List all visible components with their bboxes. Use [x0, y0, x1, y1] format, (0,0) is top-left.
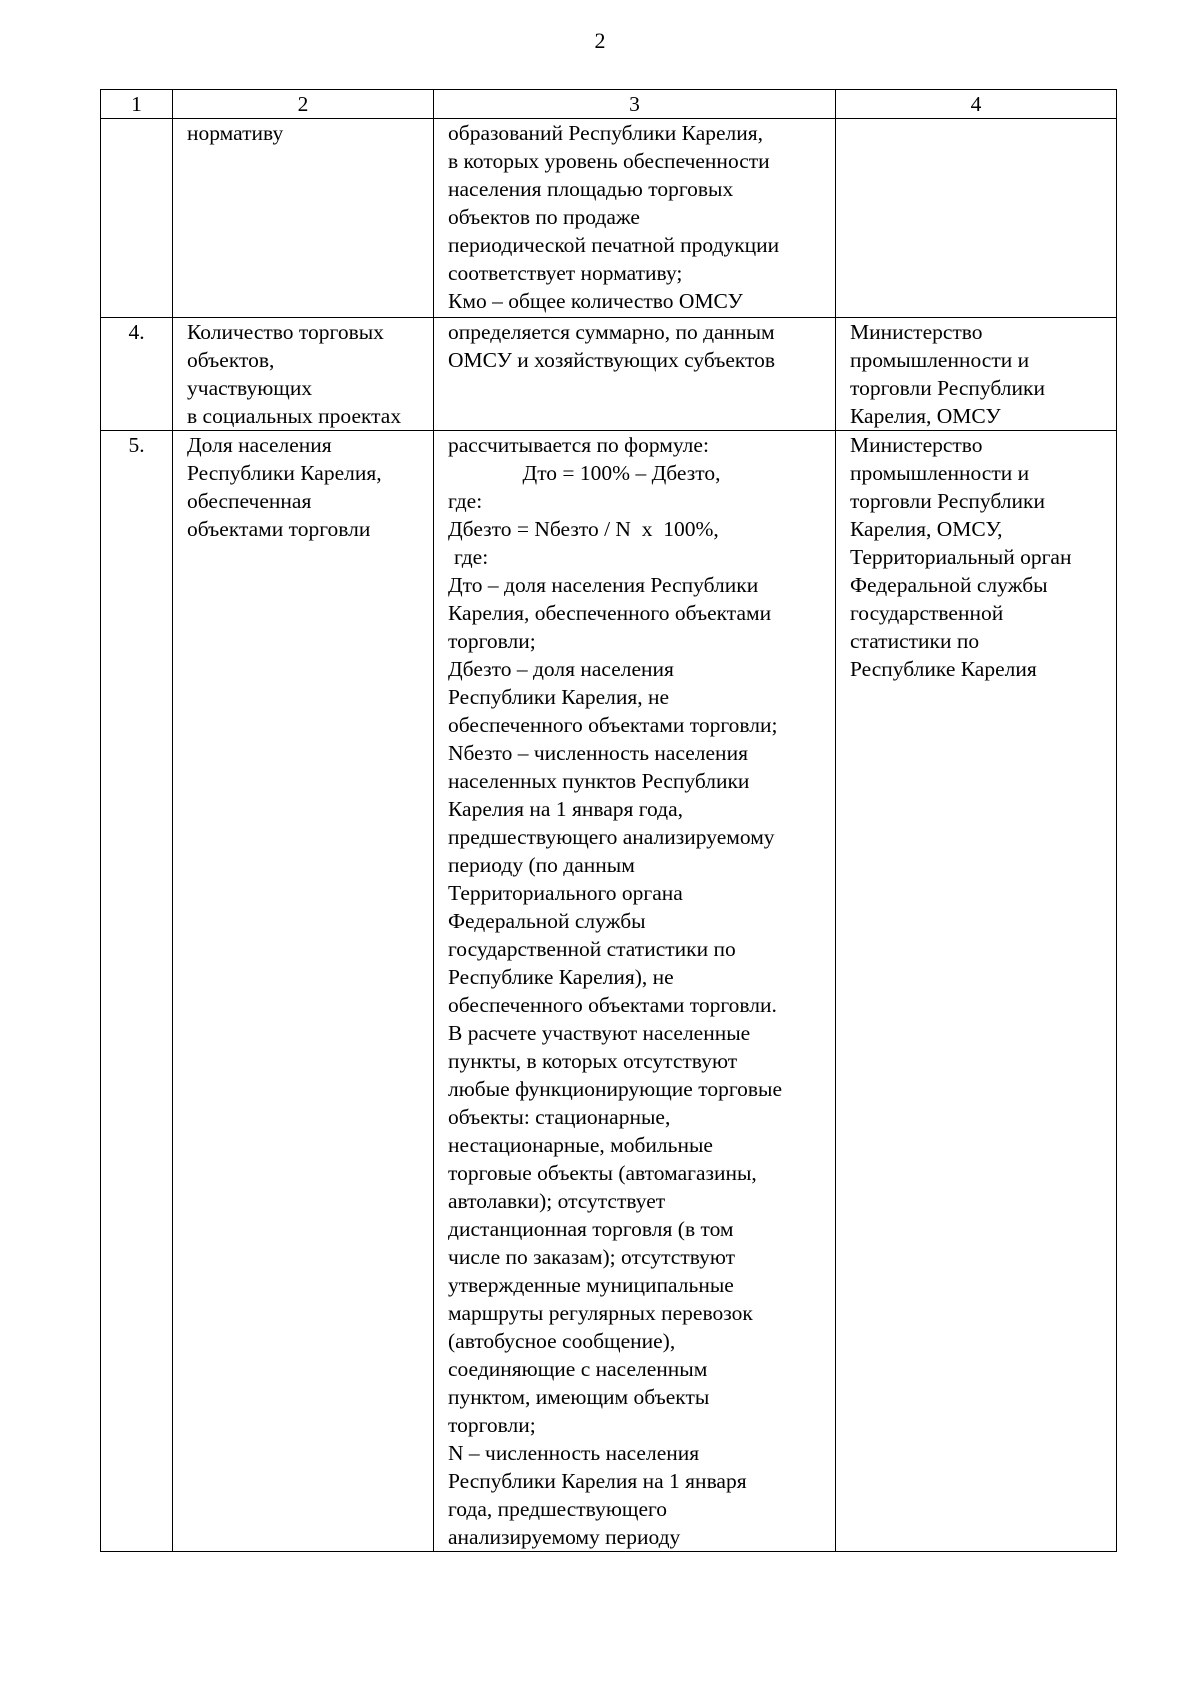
method-line: торговли; — [448, 629, 536, 653]
source-line: Министерство — [850, 320, 983, 344]
table-row — [101, 318, 1117, 431]
source-line: статистики по — [850, 629, 980, 653]
indicator-line: нормативу — [187, 121, 284, 145]
indicator-cell — [173, 431, 434, 1552]
indicator-cell — [173, 318, 434, 431]
method-intro: рассчитывается по формуле: — [448, 433, 709, 457]
method-line: периоду (по данным — [448, 853, 635, 877]
row-number: 5. — [101, 431, 173, 1552]
column-header-2: 2 — [173, 90, 434, 119]
source-line: торговли Республики — [850, 489, 1045, 513]
method-line: анализируемому периоду — [448, 1525, 681, 1549]
indicator-line: Доля населения — [187, 433, 332, 457]
method-line: пунктом, имеющим объекты — [448, 1385, 710, 1409]
method-line: объекты: стационарные, — [448, 1105, 671, 1129]
indicator-line: в социальных проектах — [187, 404, 402, 428]
source-line: Карелия, ОМСУ — [850, 404, 1001, 428]
method-line: Республике Карелия), не — [448, 965, 674, 989]
source-line: Республике Карелия — [850, 657, 1037, 681]
method-line: населенных пунктов Республики — [448, 769, 750, 793]
method-line: соответствует нормативу; — [448, 261, 683, 285]
method-line: образований Республики Карелия, — [448, 121, 764, 145]
indicator-line: обеспеченная — [187, 489, 312, 513]
where-label: где: — [448, 489, 483, 513]
indicator-line: Республики Карелия, — [187, 461, 382, 485]
formula-sub: Дбезто = Nбезто / N х 100%, — [448, 517, 719, 541]
method-line: Карелия, обеспеченного объектами — [448, 601, 772, 625]
indicators-table — [100, 89, 1117, 1552]
method-line: населения площадью торговых — [448, 177, 734, 201]
method-line: соединяющие с населенным — [448, 1357, 708, 1381]
method-line: определяется суммарно, по данным — [448, 320, 775, 344]
method-cell — [434, 119, 836, 318]
column-header-4: 4 — [836, 90, 1117, 119]
method-line: N – численность населения — [448, 1441, 700, 1465]
source-cell — [836, 318, 1117, 431]
source-line: Территориальный орган — [850, 545, 1072, 569]
table-row — [101, 431, 1117, 1552]
method-line: в которых уровень обеспеченности — [448, 149, 770, 173]
method-line: числе по заказам); отсутствуют — [448, 1245, 736, 1269]
method-line: обеспеченного объектами торговли; — [448, 713, 778, 737]
indicator-line: объектов, — [187, 348, 275, 372]
formula-main: Дто = 100% – Дбезто, — [522, 461, 721, 485]
column-header-1: 1 — [101, 90, 173, 119]
row-number: 4. — [101, 318, 173, 431]
method-line: Территориального органа — [448, 881, 683, 905]
column-header-3: 3 — [434, 90, 836, 119]
method-line: Дбезто – доля населения — [448, 657, 674, 681]
method-line: предшествующего анализируемому — [448, 825, 775, 849]
method-line: Республики Карелия, не — [448, 685, 670, 709]
table-header-row — [101, 90, 1117, 119]
method-line: года, предшествующего — [448, 1497, 668, 1521]
method-line: торговли; — [448, 1413, 536, 1437]
source-line: торговли Республики — [850, 376, 1045, 400]
indicator-line: участвующих — [187, 376, 313, 400]
method-line: утвержденные муниципальные — [448, 1273, 734, 1297]
method-line: Федеральной службы — [448, 909, 646, 933]
method-line: периодической печатной продукции — [448, 233, 780, 257]
method-line: дистанционная торговля (в том — [448, 1217, 734, 1241]
source-line: Карелия, ОМСУ, — [850, 517, 1003, 541]
row-number — [101, 119, 173, 318]
method-line: торговые объекты (автомагазины, — [448, 1161, 757, 1185]
method-line: любые функционирующие торговые — [448, 1077, 783, 1101]
indicator-cell — [173, 119, 434, 318]
source-line: Федеральной службы — [850, 573, 1048, 597]
method-cell — [434, 431, 836, 1552]
source-line: государственной — [850, 601, 1004, 625]
source-cell — [836, 431, 1117, 1552]
method-line: пункты, в которых отсутствуют — [448, 1049, 738, 1073]
method-line: Кмо – общее количество ОМСУ — [448, 289, 743, 313]
page-number: 2 — [594, 28, 606, 53]
indicator-line: объектами торговли — [187, 517, 371, 541]
method-line: обеспеченного объектами торговли. — [448, 993, 777, 1017]
method-line: (автобусное сообщение), — [448, 1329, 676, 1353]
source-line: промышленности и — [850, 348, 1030, 372]
source-line: промышленности и — [850, 461, 1030, 485]
method-line: В расчете участвуют населенные — [448, 1021, 751, 1045]
where-label: где: — [454, 545, 489, 569]
method-line: нестационарные, мобильные — [448, 1133, 713, 1157]
indicator-line: Количество торговых — [187, 320, 384, 344]
table-row — [101, 119, 1117, 318]
method-line: Nбезто – численность населения — [448, 741, 748, 765]
method-line: объектов по продаже — [448, 205, 640, 229]
method-line: маршруты регулярных перевозок — [448, 1301, 753, 1325]
method-line: Карелия на 1 января года, — [448, 797, 684, 821]
method-line: Дто – доля населения Республики — [448, 573, 759, 597]
method-cell — [434, 318, 836, 431]
method-line: ОМСУ и хозяйствующих субъектов — [448, 348, 776, 372]
method-line: Республики Карелия на 1 января — [448, 1469, 747, 1493]
source-cell — [836, 119, 1117, 318]
method-line: автолавки); отсутствует — [448, 1189, 666, 1213]
method-line: государственной статистики по — [448, 937, 736, 961]
source-line: Министерство — [850, 433, 983, 457]
